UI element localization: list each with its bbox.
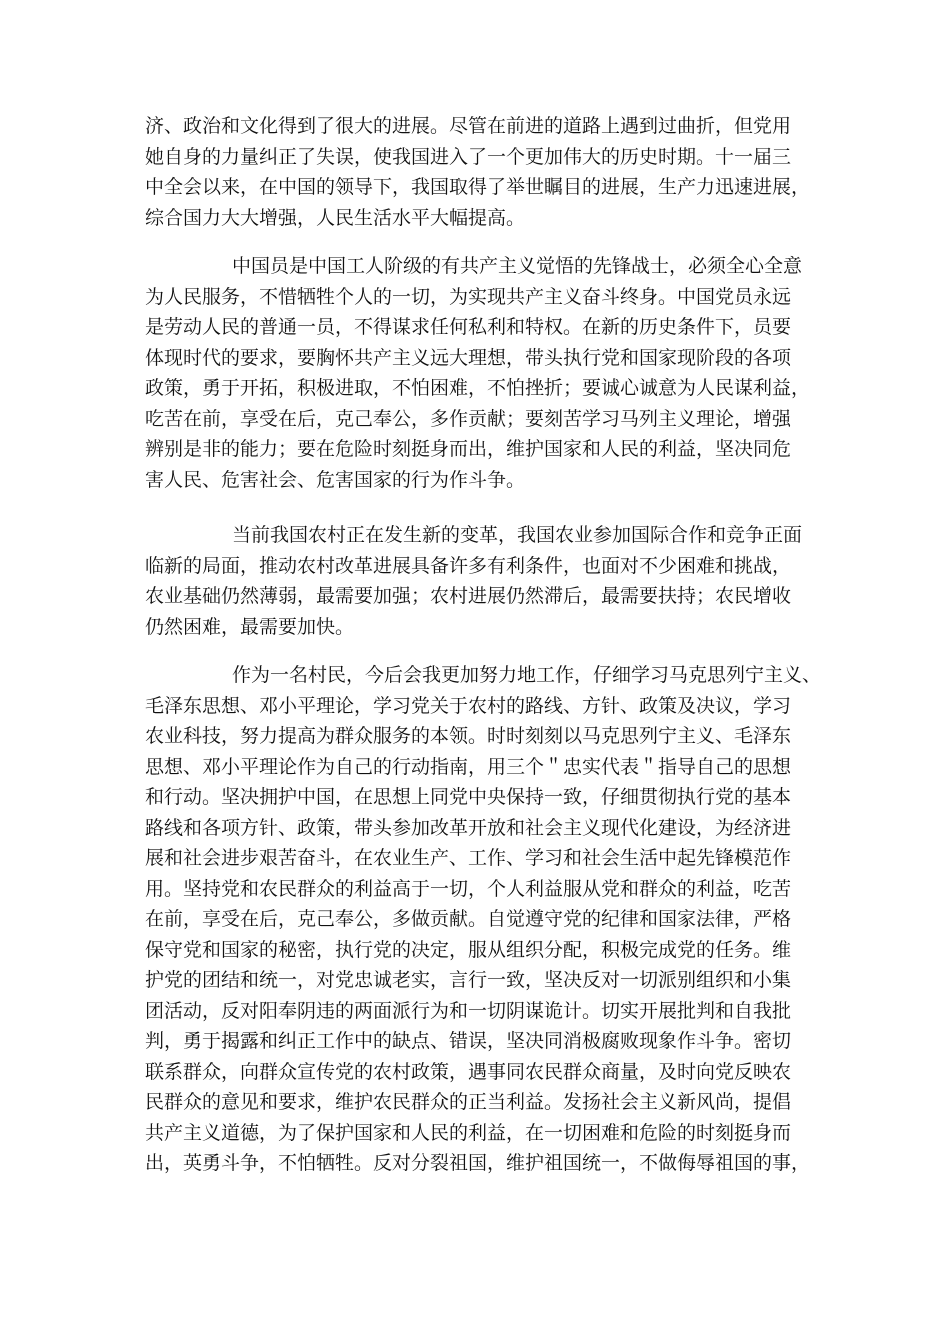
paragraph-line: 路线和各项方针、政策，带头参加改革开放和社会主义现代化建设，为经济进 — [145, 816, 792, 839]
paragraph-line: 吃苦在前，享受在后，克己奉公，多作贡献；要刻苦学习马列主义理论，增强 — [145, 407, 792, 430]
paragraph-line: 团活动，反对阳奉阴违的两面派行为和一切阴谋诡计。切实开展批判和自我批 — [145, 999, 792, 1022]
paragraph-line: 在前，享受在后，克己奉公，多做贡献。自觉遵守党的纪律和国家法律，严格 — [145, 908, 792, 930]
paragraph-line: 当前我国农村正在发生新的变革，我国农业参加国际合作和竞争正面 — [232, 524, 803, 546]
paragraph-line: 害人民、危害社会、危害国家的行为作斗争。 — [145, 468, 526, 491]
paragraph-line: 民群众的意见和要求，维护农民群众的正当利益。发扬社会主义新风尚，提倡 — [145, 1091, 792, 1113]
paragraph-line: 她自身的力量纠正了失误，使我国进入了一个更加伟大的历史时期。十一届三 — [145, 145, 792, 168]
paragraph-line: 综合国力大大增强，人民生活水平大幅提高。 — [145, 206, 526, 229]
paragraph-line: 临新的局面，推动农村改革进展具备许多有利条件，也面对不少困难和挑战， — [145, 554, 792, 577]
paragraph-line: 体现时代的要求，要胸怀共产主义远大理想，带头执行党和国家现阶段的各项 — [145, 346, 792, 369]
paragraph-line: 用。坚持党和农民群众的利益高于一切，个人利益服从党和群众的利益，吃苦 — [145, 877, 792, 900]
paragraph-line: 济、政治和文化得到了很大的进展。尽管在前进的道路上遇到过曲折，但党用 — [145, 115, 792, 137]
paragraph-line: 中全会以来，在中国的领导下，我国取得了举世瞩目的进展，生产力迅速进展， — [145, 176, 811, 198]
paragraph-line: 判，勇于揭露和纠正工作中的缺点、错误，坚决同消极腐败现象作斗争。密切 — [145, 1030, 792, 1052]
paragraph-4 — [145, 660, 825, 1179]
paragraph-line: 农业基础仍然薄弱，最需要加强；农村进展仍然滞后，最需要扶持；农民增收 — [145, 585, 792, 607]
paragraph-line: 政策，勇于开拓，积极进取，不怕困难，不怕挫折；要诚心诚意为人民谋利益， — [145, 377, 811, 399]
paragraph-1 — [145, 111, 825, 233]
paragraph-line: 是劳动人民的普通一员，不得谋求任何私利和特权。在新的历史条件下，员要 — [145, 316, 792, 338]
paragraph-line: 护党的团结和统一，对党忠诚老实，言行一致，坚决反对一切派别组织和小集 — [145, 969, 792, 991]
paragraph-line: 仍然困难，最需要加快。 — [145, 615, 355, 638]
paragraph-line: 农业科技，努力提高为群众服务的本领。时时刻刻以马克思列宁主义、毛泽东 — [145, 725, 792, 747]
paragraph-3 — [145, 520, 825, 642]
paragraph-line: 辨别是非的能力；要在危险时刻挺身而出，维护国家和人民的利益，坚决同危 — [145, 438, 792, 460]
paragraph-line: 中国员是中国工人阶级的有共产主义觉悟的先锋战士，必须全心全意 — [232, 255, 803, 277]
paragraph-line: 展和社会进步艰苦奋斗，在农业生产、工作、学习和社会生活中起先锋模范作 — [145, 847, 792, 869]
paragraph-line: 出，英勇斗争，不怕牺牲。反对分裂祖国，维护祖国统一，不做侮辱祖国的事， — [145, 1152, 811, 1174]
paragraph-line: 保守党和国家的秘密，执行党的决定，服从组织分配，积极完成党的任务。维 — [145, 938, 792, 961]
paragraph-line: 联系群众，向群众宣传党的农村政策，遇事同农民群众商量，及时向党反映农 — [145, 1060, 792, 1083]
paragraph-line: 为人民服务，不惜牺牲个人的一切，为实现共产主义奋斗终身。中国党员永远 — [145, 285, 792, 308]
paragraph-2 — [145, 251, 825, 495]
paragraph-line: 和行动。坚决拥护中国，在思想上同党中央保持一致，仔细贯彻执行党的基本 — [145, 786, 792, 808]
paragraph-line: 共产主义道德，为了保护国家和人民的利益，在一切困难和危险的时刻挺身而 — [145, 1121, 792, 1144]
paragraph-line: 毛泽东思想、邓小平理论，学习党关于农村的路线、方针、政策及决议，学习 — [145, 694, 792, 717]
paragraph-line: 思想、邓小平理论作为自己的行动指南，用三个＂忠实代表＂指导自己的思想 — [145, 755, 792, 778]
paragraph-line: 作为一名村民，今后会我更加努力地工作，仔细学习马克思列宁主义、 — [232, 664, 822, 686]
